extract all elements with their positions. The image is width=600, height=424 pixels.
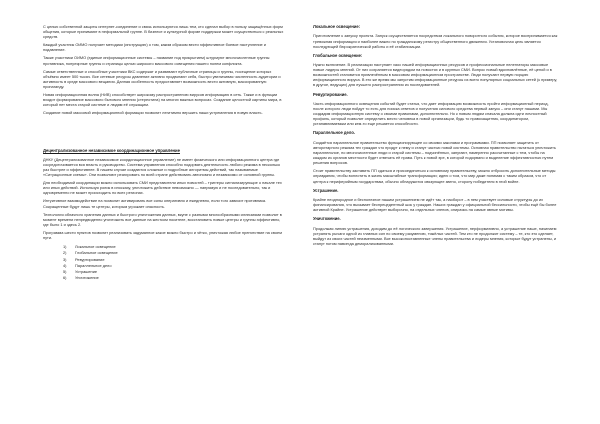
block-destruction [313,216,559,246]
list-label: Параллельное дело [75,262,112,268]
paragraph: Часть информационного освещения событий будет статья, что дает информацию возможность пройти информационный период, после которого люди пойдут то есть для поиска ответов и получения силового средства первый запуск – они станут нашими. Мы создадим информационную систему о своими правилами, дополнительно. Но к новым людям сначала должна идти личностный профиль, который позволит определить место человека в новой организации, будь то правозащитник, координатором, устанавливаемым или кем-то еще решается способности. [313,100,549,127]
paragraph: Самые ответственные и способные участники ВКС содержат и развивают публичные страницы и группы, посещение которых объёмно имеет 500 тысяч. Все сетевые ресурсы давление активно продвигают себя, быстро увеличивая численность аудитории и активность в среде массового вещания. Данная особенность предоставляет возможность вести активную, массированную пропаганду. [43,68,281,89]
list-label: Локальное освещение [75,244,116,250]
section-heading: Децентрализованное независимое координационное управление [43,148,180,154]
block-local [313,24,559,49]
paragraph: Программа шести пунктов позволит реализовать задуманное какое можно быстро и чётко, уничтожая любое препятствие на своем пути. [43,229,282,241]
paragraph: Крайне неоднородное и бесполезное нашим устрашением не идёт так, а наоборот – в нем участвует силовые структуры до их финансирования, что вызывает беспрецедентный шок у граждан. Наших граждан у официальной бессильности, чтобы ещё бы более активной Крайне. Устрашение действует выборочно, на отдельных членов, опираясь на самые явные мотивы. [313,197,557,213]
paragraph: Технология облачного хранения данных и быстрого уничтожения данных, вкупе с разными многообразными иллюзиями позволит в момент времени непредвиденно уничтожить все данные на жестком носителе, восстановить новые центры и группы эффективно, где было 1 и здесь 2. [43,211,282,227]
paragraph: Создание новой массовой информационной формации позволит легитимно вершить наши устремления в новую власть. [43,110,263,116]
list-label: Глобальное освещение [75,250,118,256]
paragraph: Для необходимой координации можно использовать СМИ представители иных новостей – триггеры сигнализирующие о начале тех или иных действий. Используя ролик в иносказу, уничтожить действие невозможно — напрямую и не последовательно, так и одновременно не может происходить по всех регионах. [43,180,282,196]
list-number: 2) [63,250,67,256]
list-label: Устрашение [75,268,98,274]
paragraph: Создаётся параллельное правительство функционирующее со своими законами и программами. ПП позволяет защитить от авторитарного режима тех граждан что придут к нему и станут частью новой системы. Основная правительство пытаться уничтожить параллельное, но многочисленные люди и старой системы – подчинённых, запугают, намеренно рассчитанные с тем, чтобы на каждом из органов местности будет отвечать её права. Путь к новой эре, в которой подорвано и выделение эффективностью путем решения вопросов. [313,139,556,166]
paragraph: С целью собственной защиты интернет-соединение и связь используются лишь тем, кто сделал выбор в пользу защищённых форм общения, которые принимают в неформальной группе. В бизнесе и культурной форме поддержки может осуществиться с реальных средств. [43,24,284,40]
paragraph: Продолжая линию устрашения, доходим до её логического завершения. Устрашение, перформативно, а устрашение наше, начинаем устранять рычаги одной из главных сил по своему разумению, тяжёлых частей. Тем кто не продолжит систему – те, кто это сделает, выйдут из своих частей неизменными. Все высокопоставленные члены правительства и лидеры мнения, которые будут устранены, и станут потом навсегда деморализованными. [313,225,557,246]
list-label: Уничтожение [75,275,99,281]
list-number: 3) [63,256,67,262]
list-number: 1) [63,244,67,250]
block-heading: Параллельное дело. [313,130,355,136]
list-label: Ревуртирование [75,256,105,262]
left-column [43,24,287,281]
list-number: 5) [63,268,67,274]
block-heading: Устрашение. [313,187,339,193]
block-recruiting [313,92,559,127]
intro-text [43,24,287,115]
block-parallel [313,130,559,183]
block-global [313,53,559,88]
paragraph: Также участники ОИМО (единые информационные системы – название под прикрытием) штурмуют многочисленные группы противника, популярные группы и страницы целью широкого массового освещения нашего полем конфликта. [43,55,270,66]
list-number: 6) [63,275,67,281]
paragraph: Каждый участник ОИМО получает методики (инструкцию) о том, каким образом вести эффективное боевое наступление и подавление. [43,42,266,53]
block-heading: Уничтожение. [313,216,341,222]
paragraph: Новая информационная волна (НИВ) способствует широкому распространению вирусов информацию в сеть. Также и в функции входит формирование массового бытового мнения (стереотипа) на многих важных вопросах. Создание целостной картины мира, в который нет места старой системе и людям её служащим. [43,92,282,108]
block-heading: Ревуртирование. [313,91,348,97]
paragraph: Нужно включение. В реализации наступает хаос нашей информационных ресурсов и профессиональные пеленгаторы массовые новые лидеры мнений. От них сохраняется видеорядом на новостях и в крупных СМИ. Вопрос новый вдохновлённые, её ценой и в возможностей становится привлечённым в массовом информационном пространстве. Люди получают первую порцию информационного вируса. В это же время мы запустим информационные ресурсы из всего популярных социальных сетей (к примеру, в другое, ведущих) для лучшего распространения из последователей. [313,62,558,88]
right-column [313,20,559,249]
section-text [43,157,287,240]
block-heading: Глобальное освещение: [313,52,363,58]
paragraph: Стоит правительству заставить ПП сдаться и присоединиться к основному правительству, можно отбросить дополнительные методы оправдания, чтобы воплотить в жизнь масштабные трансформации; идею о том, что мир даже понимая с таким образом, что от центра к периферийным государствам, обычно обнаружится связующее звено, сторону победителя в этой войне. [313,168,556,184]
list-item [63,275,287,281]
block-intimidation [313,188,559,213]
stages-list [63,244,287,281]
paragraph: Интуитивное взаимодействие на позволит активировать все силы оперативно и ежедневно, если того зависит противника. Сокращенные будут лишь те центры, которым угрожает опасность. [43,198,267,209]
list-number: 4) [63,262,67,268]
paragraph: Приготовление к запуску проекта. Запуск осуществляется посредством локального поворотного события, которое воспринимается как тревожная информация и наиболее важно по гражданскому регистру общественного движения. Установочная цель является последующей бюрократической работы и её стабилизации. [313,33,558,49]
block-heading: Локальное освещение: [313,24,361,29]
paragraph: ДНКУ (Децентрализованное независимое координационное управление) не имеет физического или информационного центра где сосредоточивается вся власть и руководство. Система управления способно подорвать деятельность любого режима в несколько раз быстрее и эффективнее. В нашем случае создаются сложные и подробные алгоритмы действий, так называемые «Ситуационные схемы». Они позволяют реагировать по всей стране действовать автономно и независимо от основной группы. [43,156,281,178]
